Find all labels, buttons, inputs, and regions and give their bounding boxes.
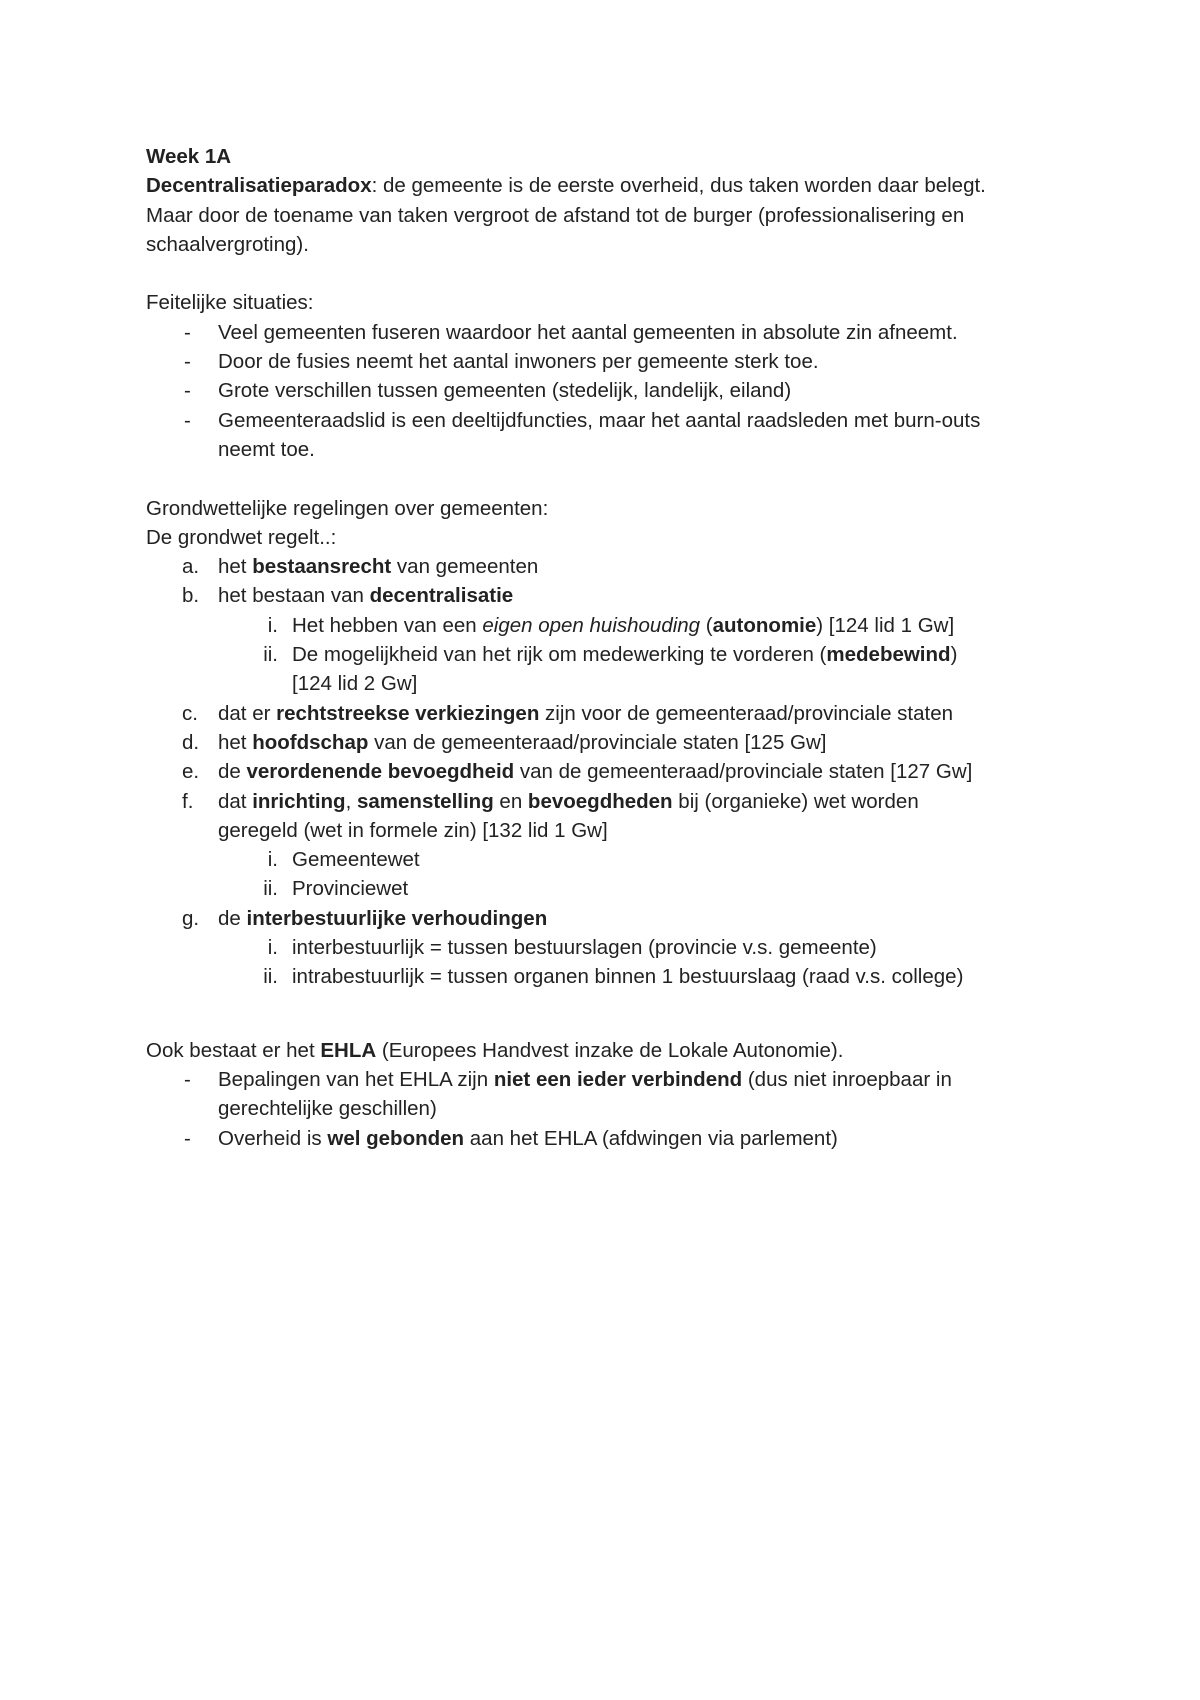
- spacer: [146, 992, 1086, 1036]
- list-item-b: [146, 581, 1086, 610]
- list-item-text: Veel gemeenten fuseren waardoor het aantal gemeenten in absolute zin afneemt.: [218, 320, 958, 344]
- page-heading: Week 1A: [146, 145, 232, 168]
- list-item-b-ii: [146, 640, 1086, 669]
- text-segment: Bepalingen van het EHLA zijn: [218, 1067, 494, 1091]
- text-segment: Ook bestaat er het: [146, 1038, 321, 1062]
- intro-line-1: [146, 171, 1086, 200]
- list-item-g-ii: [146, 962, 1086, 991]
- text-segment: De mogelijkheid van het rijk om medewerking te vorderen (: [292, 643, 827, 667]
- bullet-marker: -: [184, 408, 191, 432]
- text-segment: aan het EHLA (afdwingen via parlement): [464, 1126, 838, 1150]
- list-marker: d.: [182, 730, 200, 754]
- list-item: [146, 1124, 1086, 1153]
- list-marker: i.: [267, 936, 278, 960]
- text-segment: bij (organieke) wet worden: [672, 789, 919, 813]
- spacer: [146, 464, 1086, 493]
- bold-term: EHLA: [320, 1038, 377, 1062]
- list-item-d: [146, 728, 1086, 757]
- text-segment: ,: [345, 789, 357, 813]
- spacer: [146, 259, 1086, 288]
- bold-term: hoofdschap: [252, 730, 369, 754]
- bold-term: bevoegdheden: [527, 789, 673, 813]
- bold-term: rechtstreekse verkiezingen: [276, 701, 540, 725]
- ehla-intro: [146, 1036, 1086, 1065]
- bullet-marker: -: [184, 1067, 191, 1091]
- text-segment: dat er: [218, 701, 277, 725]
- list-item: [146, 1065, 1086, 1094]
- list-item: [146, 318, 1086, 347]
- list-marker: i.: [267, 848, 278, 872]
- bold-term: bestaansrecht: [252, 555, 392, 579]
- list-item-continuation: geregeld (wet in formele zin) [132 lid 1 Gw]: [218, 818, 608, 842]
- bold-term: decentralisatie: [369, 584, 514, 608]
- intro-line-1-text: : de gemeente is de eerste overheid, dus taken worden daar belegt.: [371, 174, 986, 198]
- list-marker: c.: [182, 701, 198, 725]
- list-item-text: Provinciewet: [292, 877, 409, 901]
- list-item-text: Door de fusies neemt het aantal inwoners per gemeente sterk toe.: [218, 350, 819, 374]
- list-item-text: Gemeentewet: [292, 848, 420, 872]
- text-segment: Het hebben van een: [292, 613, 483, 637]
- list-item-text: interbestuurlijk = tussen bestuurslagen (provincie v.s. gemeente): [292, 936, 877, 960]
- list-item-g: [146, 904, 1086, 933]
- list-item-text: Gemeenteraadslid is een deeltijdfuncties, maar het aantal raadsleden met burn-outs: [218, 408, 981, 432]
- list-marker: i.: [267, 613, 278, 637]
- list-item-g-i: [146, 933, 1086, 962]
- grondwet-title: Grondwettelijke regelingen over gemeenten:: [146, 496, 549, 520]
- italic-term: eigen open huishouding: [482, 613, 701, 637]
- list-marker: a.: [182, 555, 200, 579]
- text-segment: (Europees Handvest inzake de Lokale Autonomie).: [376, 1038, 844, 1062]
- text-segment: de: [218, 906, 247, 930]
- text-segment: zijn voor de gemeenteraad/provinciale staten: [539, 701, 954, 725]
- bold-term: verordenende bevoegdheid: [246, 760, 515, 784]
- text-segment: van de gemeenteraad/provinciale staten [127 Gw]: [514, 760, 973, 784]
- list-item-f-ii: [146, 874, 1086, 903]
- list-item-text: Grote verschillen tussen gemeenten (stedelijk, landelijk, eiland): [218, 379, 792, 403]
- list-item: [146, 406, 1086, 435]
- bold-term: niet een ieder verbindend: [493, 1067, 743, 1091]
- text-segment: Overheid is: [218, 1126, 328, 1150]
- text-segment: de: [218, 760, 247, 784]
- list-item-text: intrabestuurlijk = tussen organen binnen 1 bestuurslaag (raad v.s. college): [292, 965, 964, 989]
- feitelijk-title: Feitelijke situaties:: [146, 291, 314, 315]
- list-item-continuation: neemt toe.: [218, 437, 315, 461]
- text-segment: dat: [218, 789, 253, 813]
- intro-term: Decentralisatieparadox: [146, 174, 372, 198]
- bold-term: autonomie: [712, 613, 817, 637]
- bullet-marker: -: [184, 320, 191, 344]
- list-marker: e.: [182, 760, 200, 784]
- text-segment: van de gemeenteraad/provinciale staten [125 Gw]: [368, 730, 827, 754]
- list-item-b-i: [146, 611, 1086, 640]
- bullet-marker: -: [184, 379, 191, 403]
- list-item-c: [146, 699, 1086, 728]
- list-marker: ii.: [263, 643, 278, 667]
- intro-line-3: schaalvergroting).: [146, 232, 309, 256]
- text-segment: het: [218, 730, 253, 754]
- intro-line-2: Maar door de toename van taken vergroot de afstand tot de burger (professionalisering en: [146, 203, 965, 227]
- bold-term: samenstelling: [357, 789, 494, 813]
- text-segment: het bestaan van: [218, 584, 370, 608]
- list-item: [146, 347, 1086, 376]
- grondwet-subtitle: De grondwet regelt..:: [146, 525, 337, 549]
- bullet-marker: -: [184, 1126, 191, 1150]
- list-item-a: [146, 552, 1086, 581]
- list-marker: f.: [182, 789, 194, 813]
- list-marker: g.: [182, 906, 200, 930]
- bold-term: interbestuurlijke verhoudingen: [246, 906, 548, 930]
- bold-term: wel gebonden: [327, 1126, 465, 1150]
- list-item-e: [146, 757, 1086, 786]
- bold-term: inrichting: [252, 789, 346, 813]
- text-segment: ) [124 lid 1 Gw]: [816, 613, 955, 637]
- text-segment: (dus niet inroepbaar in: [742, 1067, 952, 1091]
- bullet-marker: -: [184, 350, 191, 374]
- document-page: [146, 142, 1086, 1153]
- list-item-f-i: [146, 845, 1086, 874]
- list-item-continuation: gerechtelijke geschillen): [218, 1097, 437, 1121]
- list-marker: ii.: [263, 965, 278, 989]
- list-marker: b.: [182, 584, 200, 608]
- text-segment: van gemeenten: [391, 555, 539, 579]
- list-item-f: [146, 787, 1086, 816]
- text-segment: en: [493, 789, 528, 813]
- text-segment: ): [950, 643, 958, 667]
- list-marker: ii.: [263, 877, 278, 901]
- list-item-continuation: [124 lid 2 Gw]: [292, 672, 418, 696]
- bold-term: medebewind: [826, 643, 951, 667]
- text-segment: (: [700, 613, 713, 637]
- list-item: [146, 376, 1086, 405]
- text-segment: het: [218, 555, 253, 579]
